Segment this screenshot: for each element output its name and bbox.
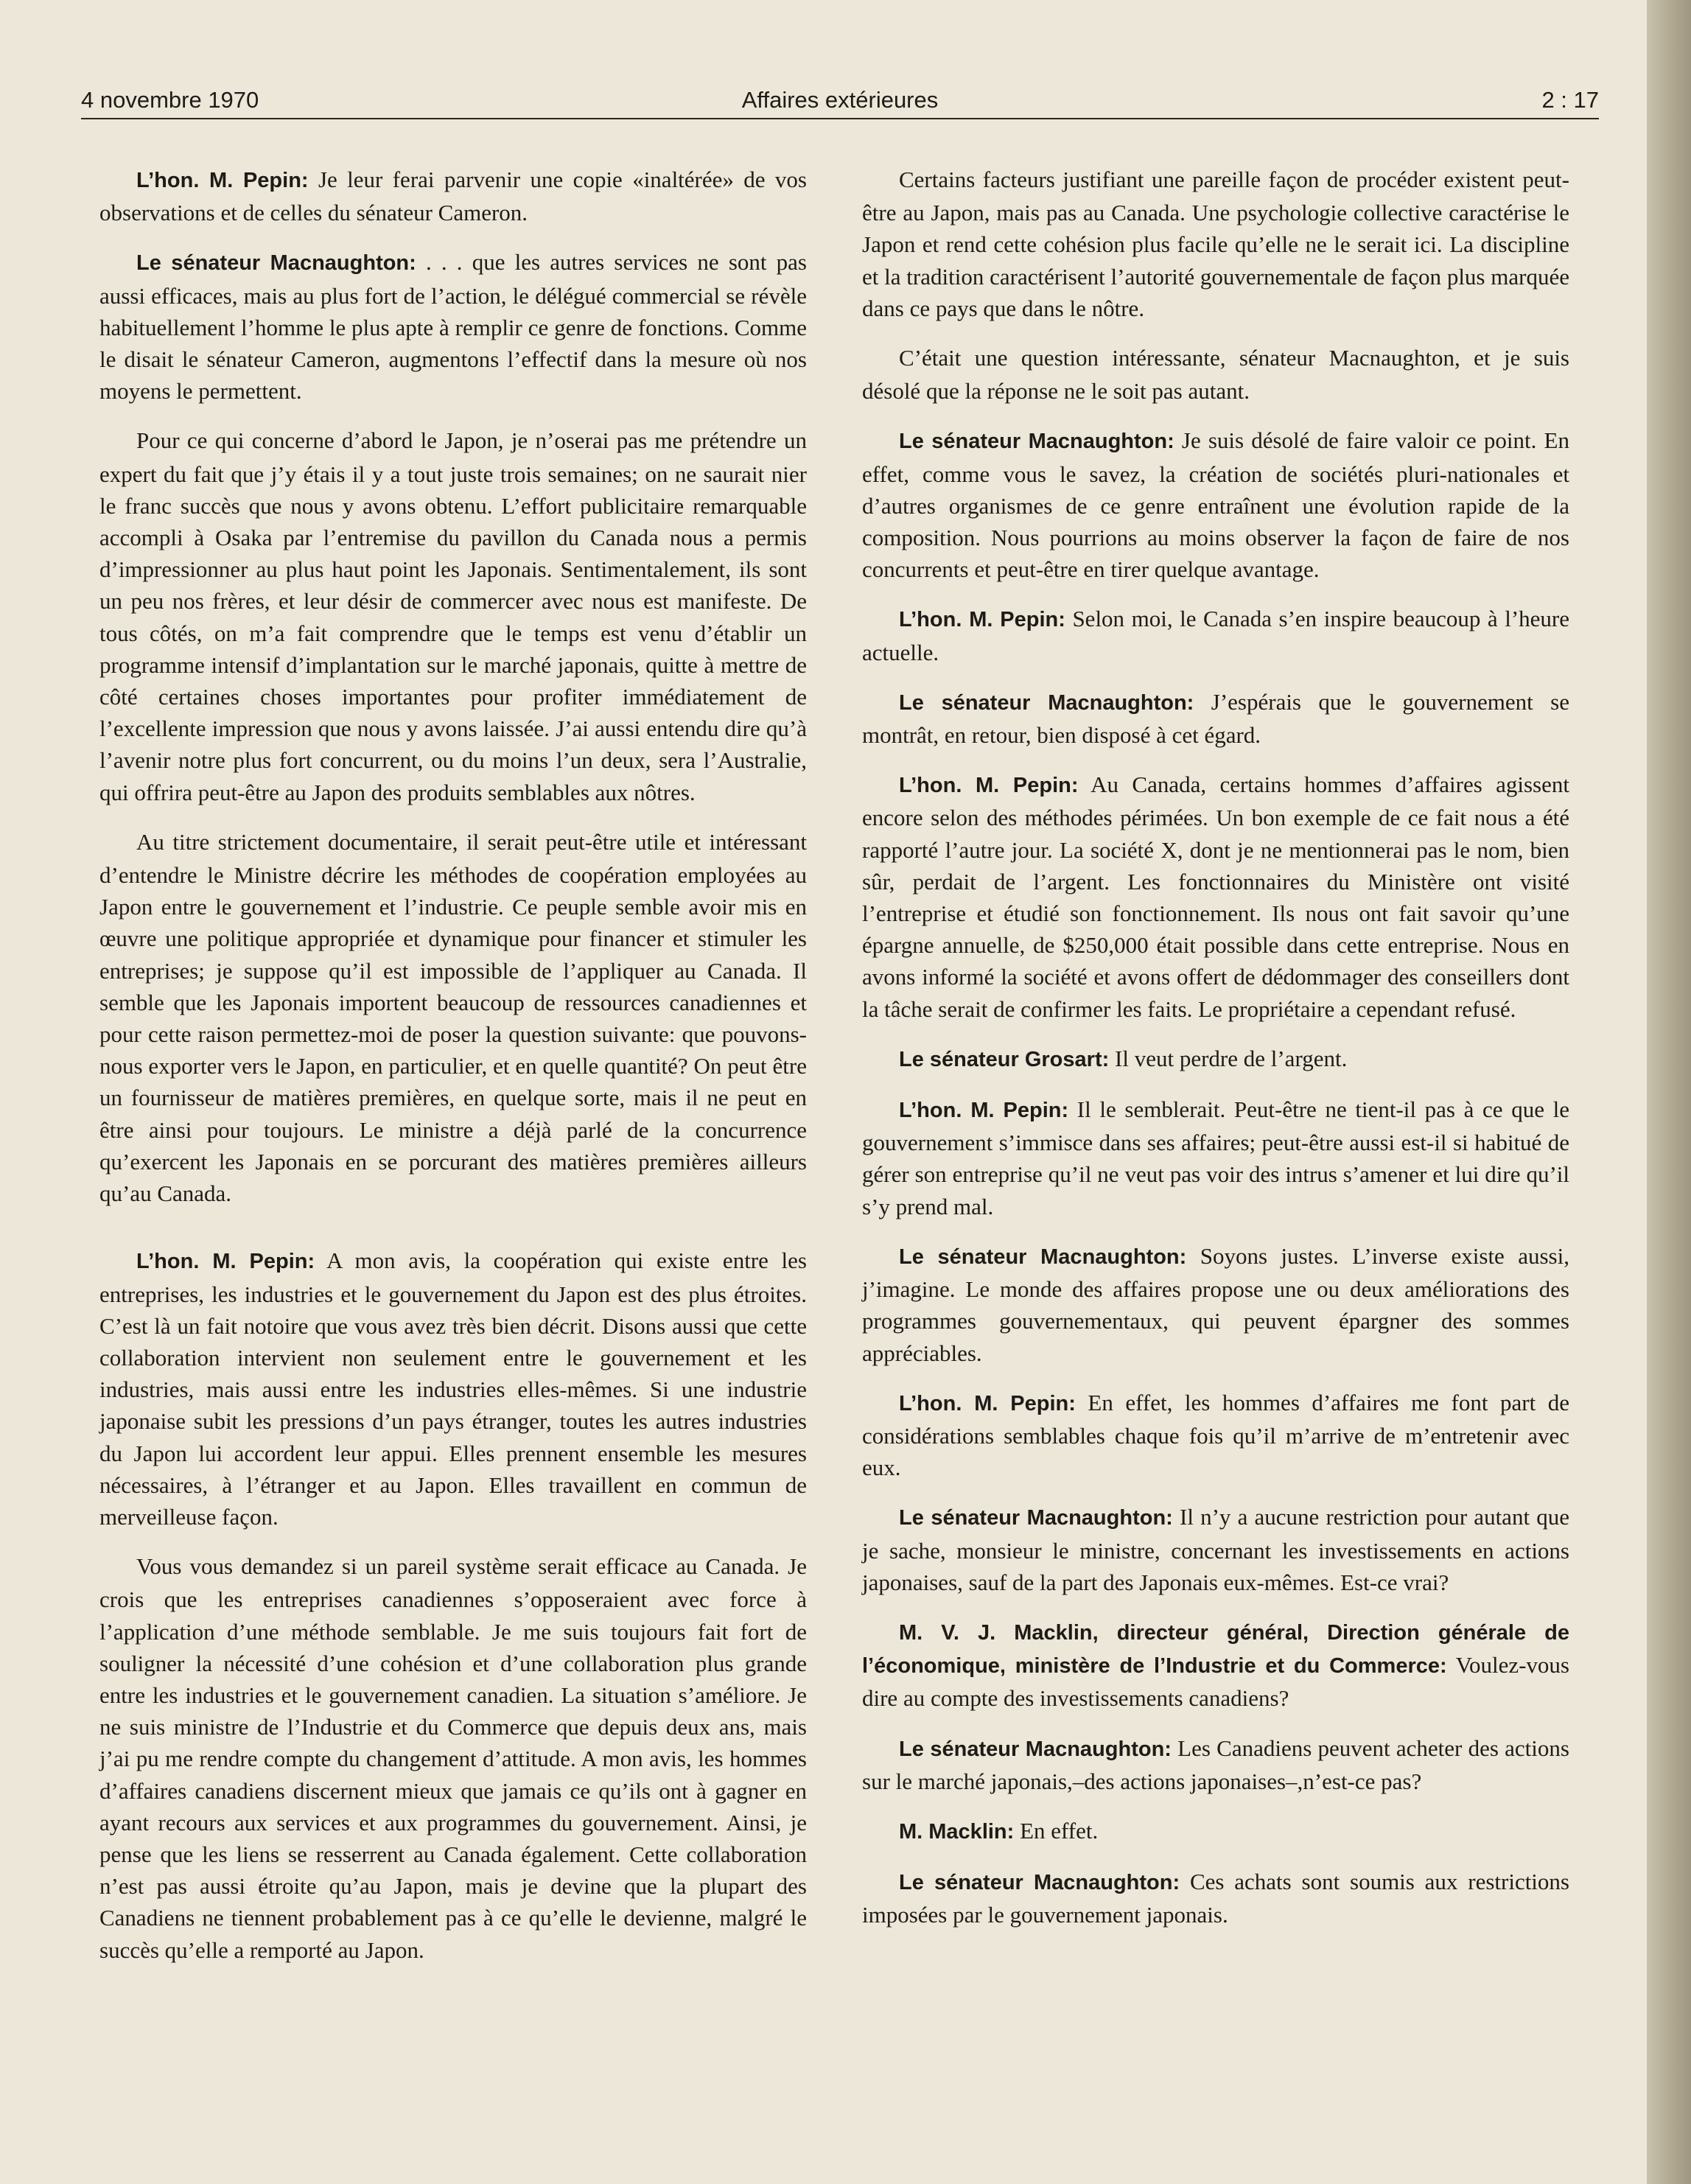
paragraph <box>99 246 807 407</box>
speaker-name: L’hon. M. Pepin: <box>899 774 1079 798</box>
speaker-name: L’hon. M. Pepin: <box>899 1391 1076 1415</box>
speaker-name: Le sénateur Macnaughton: <box>899 430 1174 454</box>
paragraph-text: Certains facteurs justifiant une pareille façon de procéder existent peut-être au Japon, mais pas au Canada. Une psychologie collective caractérise le Japon et rend cette cohésion plus facile qu’elle ne le serait ici. La discipline et la tradition caractérisent l’autorité gouvernementale de façon plus marquée dans ce pays que dans le nôtre. <box>862 167 1569 321</box>
paragraph <box>862 1043 1569 1076</box>
speaker-name: L’hon. M. Pepin: <box>899 1099 1069 1123</box>
paragraph <box>99 826 807 1209</box>
paragraph-text: Les Canadiens peuvent acheter des actions sur le marché japonais,–des actions japonaises–,n’est-ce pas? <box>862 1735 1569 1794</box>
paragraph-text: . . . que les autres services ne sont pas aussi efficaces, mais au plus fort de l’action, le délégué commercial se révèle habituellement l’homme le plus apte à remplir ce genre de fonctions. Comme le disait le sénateur Cameron, augmentons l’effectif dans la mesure où nos moyens le permettent. <box>99 249 807 405</box>
speaker-name: Le sénateur Macnaughton: <box>899 690 1194 715</box>
paragraph-text: Vous vous demandez si un pareil système serait efficace au Canada. Je crois que les entreprises canadiennes s’opposeraient avec force à l’application d’une méthode semblable. Je me suis toujours fait fort de souligner la nécessité d’une cohésion et d’une collaboration plus grande entre les industries et le gouvernement canadien. La situation s’améliore. Je ne suis ministre de l’Industrie et du Commerce que depuis deux ans, mais j’ai pu me rendre compte du changement d’attitude. A mon avis, les hommes d’affaires canadiens discernent mieux que jamais ce qu’ils ont à gagner en ayant recours aux services et aux programmes du gouvernement. Ainsi, je pense que les liens se resserrent au Canada également. Cette collaboration n’est pas aussi étroite qu’au Japon, mais je devine que la plupart des Canadiens ne tiennent probablement pas à ce qu’elle le devienne, malgré le succès qu’elle a remporté au Japon. <box>99 1553 807 1963</box>
paragraph <box>862 603 1569 668</box>
paragraph <box>862 1616 1569 1715</box>
paragraph-text: Voulez-vous dire au compte des investissements canadiens? <box>862 1652 1569 1712</box>
page-header <box>81 74 1599 119</box>
paragraph-text: En effet. <box>1014 1817 1099 1844</box>
speaker-name: L’hon. M. Pepin: <box>136 169 309 192</box>
speaker-name: M. Macklin: <box>899 1819 1015 1844</box>
speaker-name: Le sénateur Macnaughton: <box>899 1737 1172 1761</box>
paragraph <box>862 1732 1569 1797</box>
paragraph <box>862 1093 1569 1222</box>
paragraph <box>862 1501 1569 1598</box>
speaker-name: Le sénateur Macnaughton: <box>136 251 416 276</box>
paragraph-text: Il le semblerait. Peut-être ne tient-il pas à ce que le gouvernement s’immisce dans ses affaires; peut-être aussi est-il si habitué de gérer son entreprise qu’il ne veut pas voir des intrus s’amener et lui dire qu’il s’y prend mal. <box>862 1096 1569 1219</box>
speaker-name: L’hon. M. Pepin: <box>136 1250 315 1274</box>
speaker-name: Le sénateur Macnaughton: <box>899 1871 1180 1895</box>
paragraph <box>99 1550 807 1966</box>
paragraph <box>99 164 807 228</box>
header-date: 4 novembre 1970 <box>81 87 259 113</box>
paragraph-text: Pour ce qui concerne d’abord le Japon, je n’oserai pas me prétendre un expert du fait que j’y étais il y a tout juste trois semaines; on ne saurait nier le franc succès que nous y avons obtenu. L’effort publicitaire remarquable accompli à Osaka par l’entremise du pavillon du Canada nous a permis d’impressionner au plus haut point les Japonais. Sentimentalement, ils sont un peu nos frères, et leur désir de commercer avec nous est manifeste. De tous côtés, on m’a fait comprendre que le temps est venu d’établir un programme intensif d’implantation sur le marché japonais, quitte à mettre de côté certaines choses importantes pour profiter immédiatement de l’excellente impression que nous y avons laissée. J’ai aussi entendu dire qu’à l’avenir notre plus fort concurrent, ou du moins l’un deux, sera l’Australie, qui offrira peut-être au Japon des produits semblables aux nôtres. <box>99 427 807 805</box>
speaker-name: M. V. J. Macklin, directeur général, Direction générale de l’économique, ministère de l’Industrie et du Commerce: <box>862 1620 1569 1679</box>
paragraph-text: C’était une question intéressante, sénateur Macnaughton, et je suis désolé que la réponse ne le soit pas autant. <box>862 345 1569 405</box>
speaker-name: L’hon. M. Pepin: <box>899 608 1065 632</box>
paragraph <box>862 769 1569 1025</box>
paragraph-text: Il veut perdre de l’argent. <box>1109 1045 1348 1071</box>
paragraph-text: Au titre strictement documentaire, il serait peut-être utile et intéressant d’entendre le Ministre décrire les méthodes de coopération employées au Japon entre le gouvernement et l’industrie. Ce peuple semble avoir mis en œuvre une politique appropriée et dynamique pour financer et stimuler les entreprises; je suppose qu’il est impossible de l’appliquer au Canada. Il semble que les Japonais importent beaucoup de ressources canadiennes et pour cette raison permettez-moi de poser la question suivante: que pouvons-nous exporter vers le Japon, en particulier, et en quelle quantité? On peut être un fournisseur de matières premières, en quelque sorte, mais il ne peut en être ainsi pour toujours. Le ministre a déjà parlé de la concurrence qu’exercent les Japonais en se porcurant des matières premières ailleurs qu’au Canada. <box>99 828 807 1207</box>
speaker-name: Le sénateur Macnaughton: <box>899 1245 1187 1269</box>
paragraph <box>99 1245 807 1533</box>
speaker-name: Le sénateur Grosart: <box>899 1047 1110 1071</box>
header-page-number: 2 : 17 <box>1541 87 1599 113</box>
paragraph-text: En effet, les hommes d’affaires me font part de considérations semblables chaque fois qu’il m’arrive de m’entretenir avec eux. <box>862 1389 1569 1481</box>
paragraph-text: Ces achats sont soumis aux restrictions imposées par le gouvernement japonais. <box>862 1869 1569 1928</box>
book-binding-edge <box>1647 0 1691 2184</box>
paragraph-text: Je suis désolé de faire valoir ce point. En effet, comme vous le savez, la création de sociétés pluri-nationales et d’autres organismes de ce genre entraînent une évolution rapide de la composition. Nous pourrions au moins observer la façon de faire de nos concurrents et peut-être en tirer quelque avantage. <box>862 427 1569 583</box>
paragraph-text: Soyons justes. L’inverse existe aussi, j’imagine. Le monde des affaires propose une ou deux améliorations des programmes gouvernementaux, qui peuvent épargner des sommes appréciables. <box>862 1242 1569 1366</box>
paragraph <box>862 1387 1569 1484</box>
paragraph-text: Il n’y a aucune restriction pour autant que je sache, monsieur le ministre, concernant les investissements en actions japonaises, sauf de la part des Japonais eux-mêmes. Est-ce vrai? <box>862 1504 1569 1595</box>
right-column <box>862 164 1569 1949</box>
paragraph-text: A mon avis, la coopération qui existe entre les entreprises, les industries et le gouvernement du Japon est des plus étroites. C’est là un fait notoire que vous avez très bien décrit. Disons aussi que cette collaboration intervient non seulement entre le gouvernement et les industries, mais aussi entre les industries elles-mêmes. Si une industrie japonaise subit les pressions d’un pays étranger, toutes les autres industries du Japon lui accordent leur appui. Elles prennent ensemble les mesures nécessaires, à l’étranger et au Japon. Elles travaillent en commun de merveilleuse façon. <box>99 1247 807 1530</box>
paragraph-text: Au Canada, certains hommes d’affaires agissent encore selon des méthodes périmées. Un bon exemple de ce fait nous a été rapporté l’autre jour. La société X, dont je ne mentionnerai pas le nom, bien sûr, perdait de l’argent. Les fonctionnaires du Ministère ont visité l’entreprise et étudié son fonctionnement. Ils nous ont fait savoir qu’une épargne annuelle, de $250,000 était possible dans cette entreprise. Nous en avons informé la société et avons offert de dédommager des conseillers dont la tâche serait de confirmer les faits. Le propriétaire a cependant refusé. <box>862 771 1569 1022</box>
paragraph-text: J’espérais que le gouvernement se montrât, en retour, bien disposé à cet égard. <box>862 688 1569 749</box>
paragraph <box>862 1815 1569 1848</box>
speaker-name: Le sénateur Macnaughton: <box>899 1506 1173 1530</box>
paragraph <box>862 424 1569 585</box>
left-column <box>99 164 807 1984</box>
paragraph-text: Selon moi, le Canada s’en inspire beaucoup à l’heure actuelle. <box>862 606 1569 665</box>
paragraph <box>862 1866 1569 1931</box>
paragraph <box>862 686 1569 751</box>
paragraph <box>862 164 1569 324</box>
header-title: Affaires extérieures <box>741 87 939 113</box>
paragraph <box>862 1240 1569 1369</box>
paragraph <box>99 424 807 808</box>
paragraph <box>862 342 1569 407</box>
paragraph-text: Je leur ferai parvenir une copie «inaltérée» de vos observations et de celles du sénateur Cameron. <box>99 167 807 226</box>
